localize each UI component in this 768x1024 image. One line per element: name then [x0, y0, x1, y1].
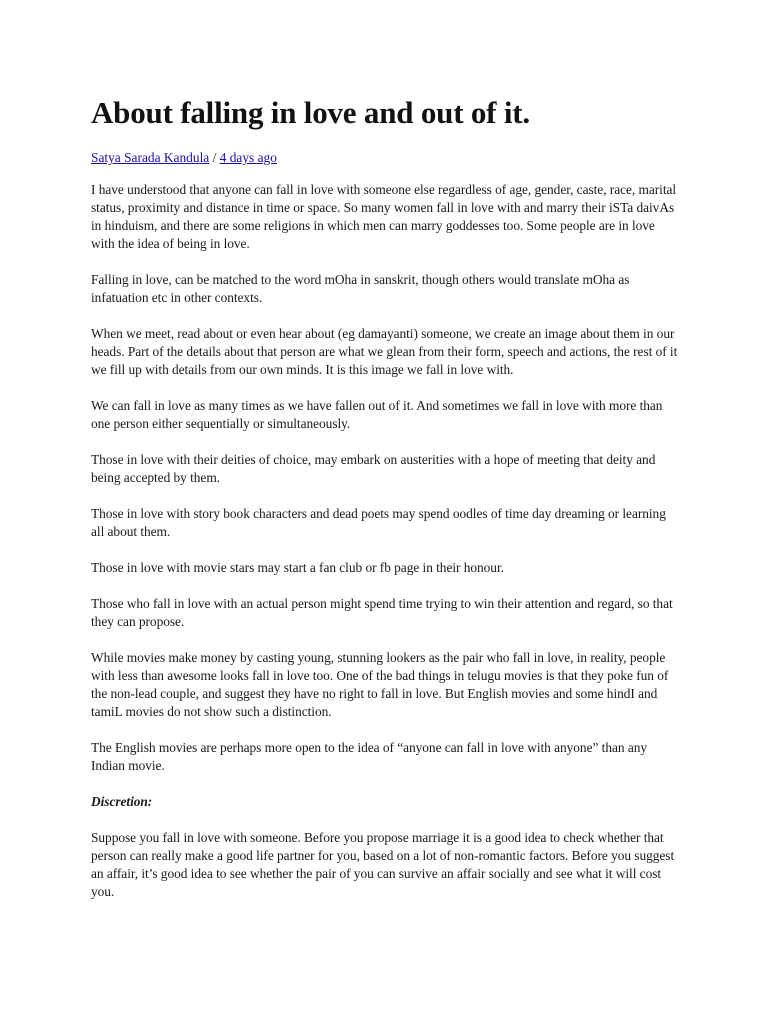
article-body	[91, 181, 681, 901]
paragraph-2: Falling in love, can be matched to the word mOha in sanskrit, though others would translate mOha as infatuation etc in other contexts.	[91, 272, 630, 305]
paragraph-6: Those in love with story book characters and dead poets may spend oodles of time day dreaming or learning all about them.	[91, 506, 666, 539]
paragraph-4: We can fall in love as many times as we have fallen out of it. And sometimes we fall in love with more than one person either sequentially or simultaneously.	[91, 398, 663, 431]
date-link[interactable]: 4 days ago	[219, 150, 277, 165]
paragraph-9: While movies make money by casting young, stunning lookers as the pair who fall in love, in reality, people with less than awesome looks fall in love too. One of the bad things in telugu movies is that they poke fun of the non-lead couple, and suggest they have no right to fall in love. But English movies and some hindI and tamiL movies do not show such a distinction.	[91, 650, 669, 719]
paragraph-3: When we meet, read about or even hear about (eg damayanti) someone, we create an image about them in our heads. Part of the details about that person are what we glean from their form, speech and actions, the rest of it we fill up with details from our own minds. It is this image we fall in love with.	[91, 326, 678, 377]
document-page	[91, 94, 681, 919]
paragraph-1: I have understood that anyone can fall in love with someone else regardless of age, gender, caste, race, marital status, proximity and distance in time or space. So many women fall in love with and marry their iSTa daivAs in hinduism, and there are some religions in which men can marry goddesses too. Some people are in love with the idea of being in love.	[91, 182, 677, 251]
paragraph-8: Those who fall in love with an actual person might spend time trying to win their attention and regard, so that they can propose.	[91, 596, 673, 629]
author-link[interactable]: Satya Sarada Kandula	[91, 150, 210, 165]
article-title: About falling in love and out of it.	[91, 95, 530, 130]
byline-separator: /	[209, 150, 220, 165]
byline	[91, 149, 681, 167]
paragraph-10: The English movies are perhaps more open to the idea of “anyone can fall in love with anyone” than any Indian movie.	[91, 740, 648, 773]
paragraph-11: Suppose you fall in love with someone. Before you propose marriage it is a good idea to check whether that person can really make a good life partner for you, based on a lot of non-romantic factors. Before you suggest an affair, it’s good idea to see whether the pair of you can survive an affair socially and see what it will cost you.	[91, 830, 675, 899]
paragraph-5: Those in love with their deities of choice, may embark on austerities with a hope of meeting that deity and being accepted by them.	[91, 452, 656, 485]
section-heading-discretion: Discretion:	[91, 794, 153, 809]
paragraph-7: Those in love with movie stars may start a fan club or fb page in their honour.	[91, 560, 504, 575]
